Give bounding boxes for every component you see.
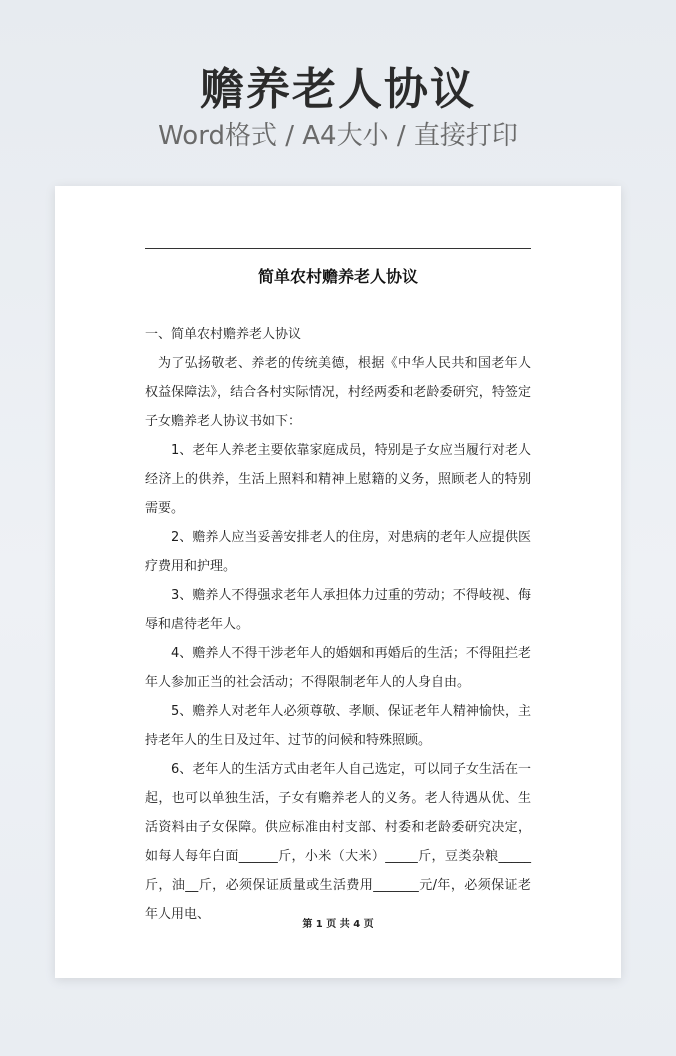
- banner-title: 赡养老人协议: [200, 64, 476, 115]
- document-page: [55, 186, 621, 978]
- document-title: 简单农村赡养老人协议: [257, 267, 418, 286]
- clause-6: 6、老年人的生活方式由老年人自己选定，可以同子女生活在一起，也可以单独生活，子女有赡养老人的义务。老人待遇从优、生活资料由子女保障。供应标准由村支部、村委和老龄委研究决定，如每人每年白面______斤，小米（大米）_____斤，豆类杂粮_____斤，油__斤，必须保证质量或生活费用_______元/年，必须保证老年人用电、: [145, 762, 531, 922]
- header-divider: [145, 248, 531, 249]
- intro-paragraph: 为了弘扬敬老、养老的传统美德，根据《中华人民共和国老年人权益保障法》，结合各村实际情况，村经两委和老龄委研究，特签定子女赡养老人协议书如下：: [145, 356, 531, 429]
- clause-2: 2、赡养人应当妥善安排老人的住房，对患病的老年人应提供医疗费用和护理。: [145, 530, 531, 574]
- clause-3: 3、赡养人不得强求老年人承担体力过重的劳动；不得岐视、侮辱和虐待老年人。: [145, 588, 531, 632]
- clause-5: 5、赡养人对老年人必须尊敬、孝顺、保证老年人精神愉快，主持老年人的生日及过年、过节的问候和特殊照顾。: [145, 704, 531, 748]
- section-heading: 一、简单农村赡养老人协议: [145, 327, 302, 342]
- page-number: 第 1 页 共 4 页: [302, 919, 374, 930]
- clause-1: 1、老年人养老主要依靠家庭成员，特别是子女应当履行对老人经济上的供养，生活上照料和精神上慰籍的义务，照顾老人的特别需要。: [145, 443, 531, 516]
- banner-subtitle: Word格式 / A4大小 / 直接打印: [158, 121, 518, 151]
- clause-4: 4、赡养人不得干涉老年人的婚姻和再婚后的生活；不得阻拦老年人参加正当的社会活动；不得限制老年人的人身自由。: [145, 646, 531, 690]
- document-body: [145, 320, 531, 929]
